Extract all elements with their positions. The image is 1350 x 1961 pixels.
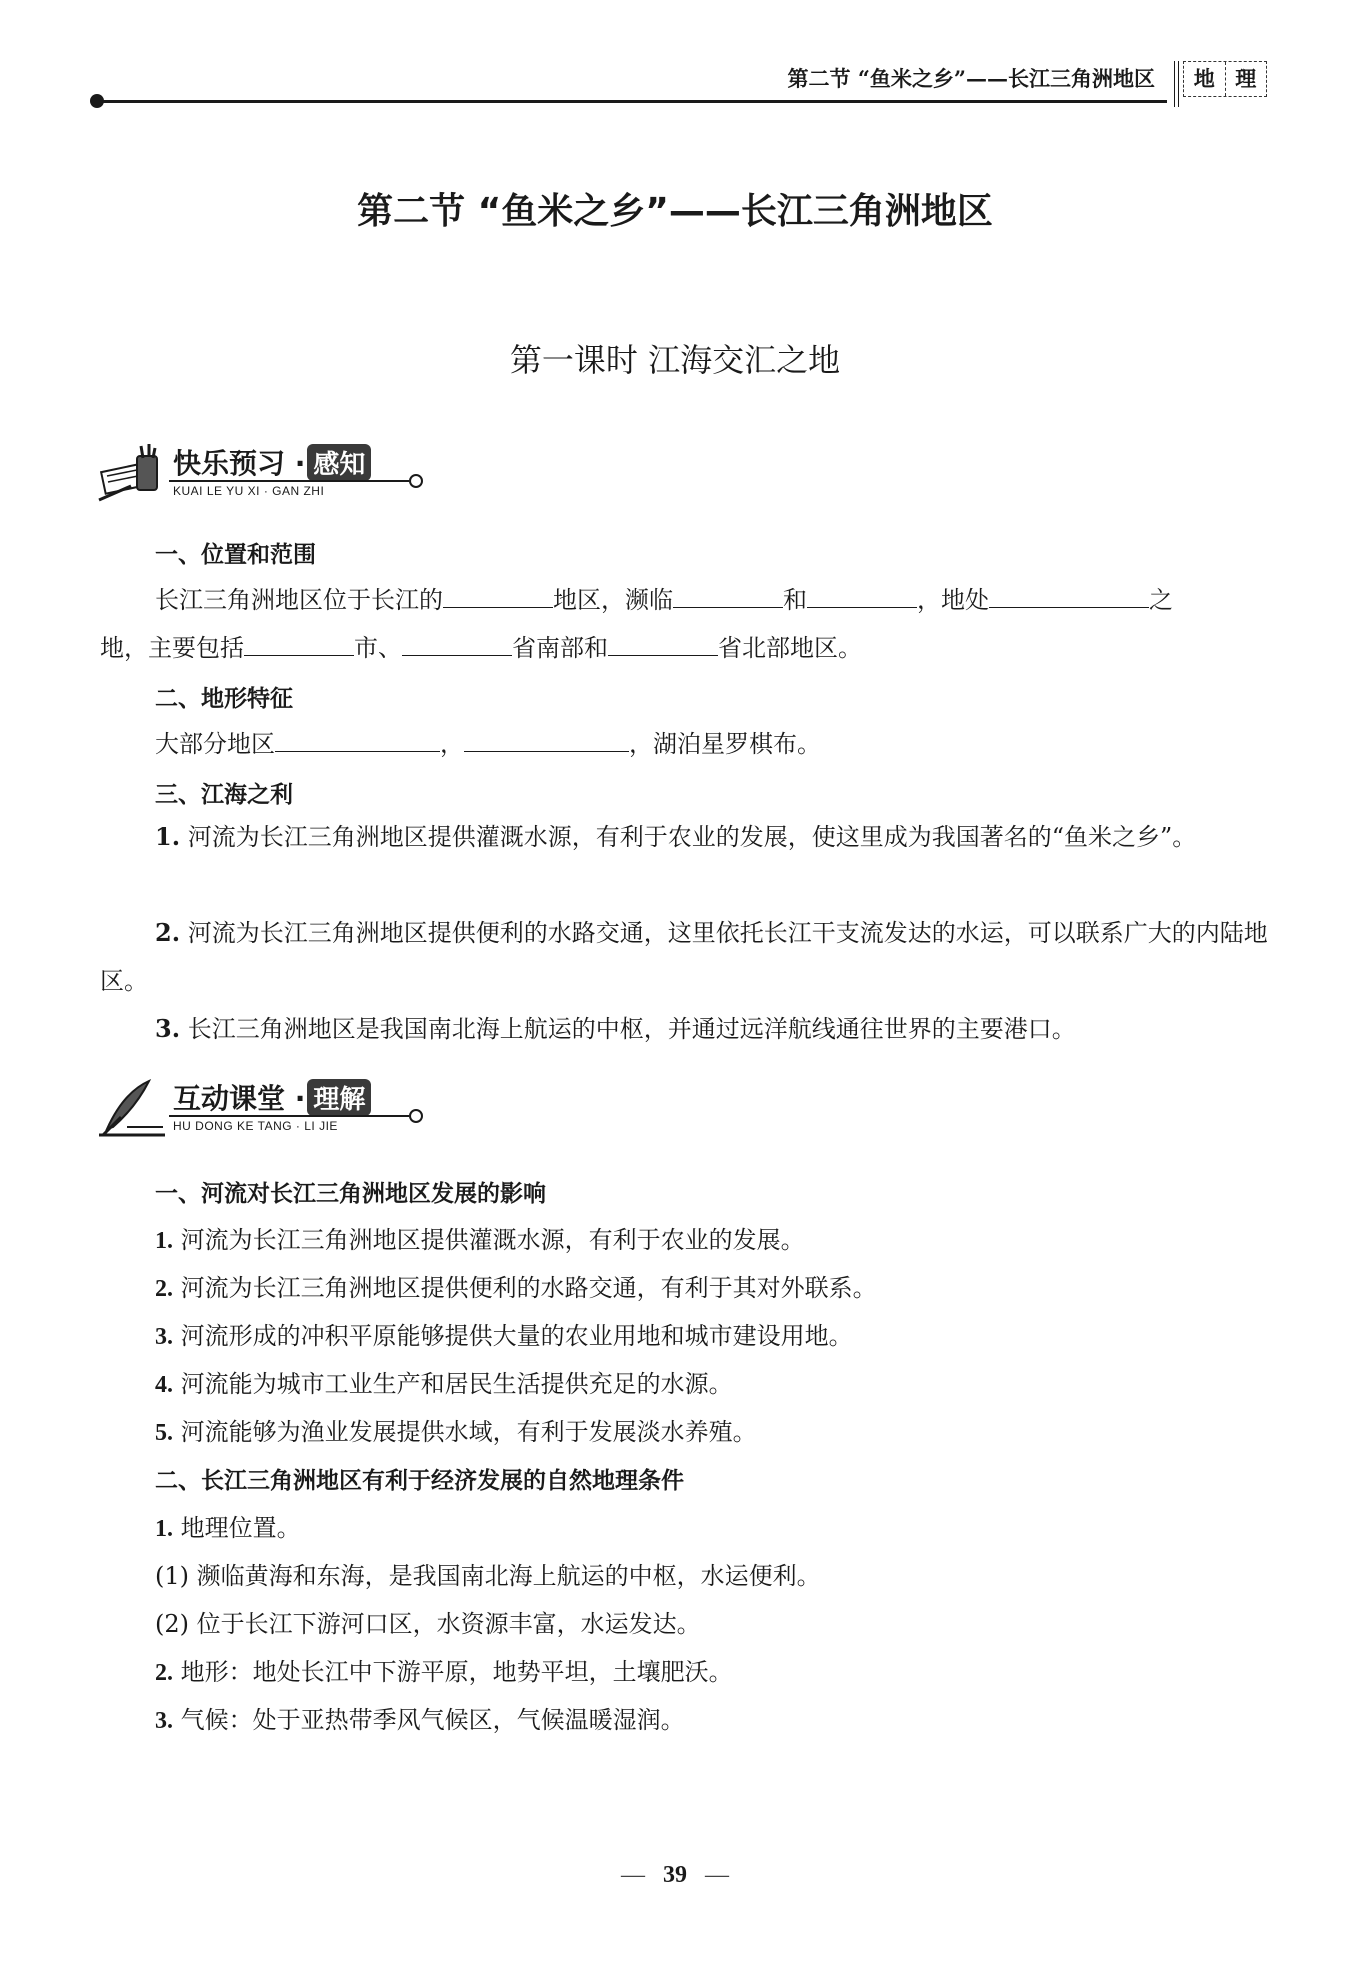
page-dash: —: [621, 1862, 645, 1888]
text-span: 地区，濒临: [553, 586, 673, 614]
item-text: 地形：地处长江中下游平原，地势平坦，土壤肥沃。: [180, 1658, 733, 1686]
fill-blank[interactable]: [275, 721, 440, 752]
item-text: 地理位置。: [180, 1514, 301, 1542]
preview-banner-text: 快乐预习 ·: [173, 447, 306, 480]
preview-banner: [97, 440, 427, 510]
preview-banner-pinyin: KUAI LE YU XI · GAN ZHI: [173, 484, 325, 498]
page-number-value: 39: [663, 1862, 687, 1888]
header-separator: [1174, 61, 1179, 107]
text-span: 和: [783, 586, 807, 614]
item-number: (2): [155, 1610, 189, 1638]
subject-char-1: 地: [1184, 62, 1226, 96]
class-item: [155, 1700, 685, 1735]
header-rule-dot: [90, 94, 104, 108]
preview-paragraph-3: [100, 720, 1270, 768]
class-item: [155, 1220, 805, 1255]
item-number: 1.: [155, 822, 181, 851]
item-text: 河流形成的冲积平原能够提供大量的农业用地和城市建设用地。: [180, 1322, 853, 1350]
subject-label: [1183, 61, 1267, 97]
class-banner-text: 互动课堂 ·: [173, 1082, 306, 1115]
item-text: 河流为长江三角洲地区提供便利的水路交通，这里依托长江干支流发达的水运，可以联系广大的内陆地区。: [100, 919, 1268, 995]
subject-char-2: 理: [1235, 67, 1257, 91]
lesson-title: 第一课时 江海交汇之地: [509, 341, 841, 379]
fill-blank[interactable]: [608, 625, 718, 656]
item-number: 2.: [155, 1660, 173, 1686]
item-number: (1): [155, 1562, 189, 1590]
preview-banner-tag: 感知: [307, 444, 371, 481]
page-dash: —: [705, 1862, 729, 1888]
item-number: 3.: [155, 1708, 173, 1734]
preview-item-3: [100, 1005, 1270, 1053]
text-span: ，湖泊星罗棋布。: [629, 730, 821, 758]
preview-heading-2: 二、地形特征: [155, 686, 293, 712]
item-text: 河流能够为渔业发展提供水域，有利于发展淡水养殖。: [180, 1418, 757, 1446]
item-number: 3.: [155, 1324, 173, 1350]
class-item: [155, 1364, 733, 1399]
page-number: [0, 1862, 1350, 1889]
class-item: [155, 1316, 853, 1351]
text-span: ，地处: [917, 586, 989, 614]
text-span: 地，主要包括: [100, 634, 244, 662]
item-number: 4.: [155, 1372, 173, 1398]
class-item: [155, 1268, 877, 1303]
preview-banner-circle: [409, 474, 423, 488]
class-banner-tag: 理解: [307, 1079, 371, 1116]
preview-heading-1: 一、位置和范围: [155, 542, 316, 568]
class-banner-rule: [169, 1115, 409, 1117]
running-header: [95, 55, 1275, 105]
text-span: 大部分地区: [155, 730, 275, 758]
text-span: 长江三角洲地区位于长江的: [155, 586, 443, 614]
class-subitem: [155, 1556, 821, 1591]
text-span: 市、: [354, 634, 402, 662]
item-number: 2.: [155, 1276, 173, 1302]
fill-blank[interactable]: [807, 577, 917, 608]
class-banner-pinyin: HU DONG KE TANG · LI JIE: [173, 1119, 338, 1133]
class-item: [155, 1508, 301, 1543]
item-text: 濒临黄海和东海，是我国南北海上航运的中枢，水运便利。: [196, 1562, 821, 1590]
text-span: 省北部地区。: [718, 634, 862, 662]
item-text: 气候：处于亚热带季风气候区，气候温暖湿润。: [180, 1706, 685, 1734]
class-heading-2: 二、长江三角洲地区有利于经济发展的自然地理条件: [155, 1468, 684, 1494]
preview-banner-title: [173, 442, 371, 482]
running-title: 第二节 “鱼米之乡”——长江三角洲地区: [787, 66, 1155, 91]
fill-blank[interactable]: [244, 625, 354, 656]
class-item: [155, 1412, 757, 1447]
item-text: 河流为长江三角洲地区提供便利的水路交通，有利于其对外联系。: [180, 1274, 877, 1302]
fill-blank[interactable]: [464, 721, 629, 752]
text-span: 省南部和: [512, 634, 608, 662]
header-rule: [95, 100, 1167, 103]
fill-blank[interactable]: [989, 577, 1149, 608]
preview-heading-3: 三、江海之利: [155, 782, 293, 808]
text-span: ，: [440, 730, 464, 758]
item-text: 河流能为城市工业生产和居民生活提供充足的水源。: [180, 1370, 733, 1398]
item-number: 3.: [155, 1014, 181, 1043]
fill-blank[interactable]: [402, 625, 512, 656]
class-item: [155, 1652, 733, 1687]
text-span: 之: [1149, 586, 1173, 614]
item-text: 河流为长江三角洲地区提供灌溉水源，有利于农业的发展。: [180, 1226, 805, 1254]
class-banner-title: [173, 1077, 371, 1117]
item-text: 长江三角洲地区是我国南北海上航运的中枢，并通过远洋航线通往世界的主要港口。: [187, 1015, 1076, 1043]
quill-pen-icon: [97, 1077, 167, 1137]
class-banner: [97, 1075, 427, 1145]
item-number: 1.: [155, 1228, 173, 1254]
fill-blank[interactable]: [673, 577, 783, 608]
item-number: 2.: [155, 918, 181, 947]
preview-item-2: [100, 909, 1270, 1005]
preview-paragraph-2: [100, 624, 1270, 672]
book-pencil-icon: [97, 442, 167, 502]
item-text: 位于长江下游河口区，水资源丰富，水运发达。: [196, 1610, 701, 1638]
item-text: 河流为长江三角洲地区提供灌溉水源，有利于农业的发展，使这里成为我国著名的“鱼米之乡”。: [187, 823, 1197, 851]
section-title: 第二节 “鱼米之乡”——长江三角洲地区: [357, 191, 993, 232]
class-subitem: [155, 1604, 701, 1639]
preview-paragraph-1: [100, 576, 1270, 624]
class-banner-circle: [409, 1109, 423, 1123]
fill-blank[interactable]: [443, 577, 553, 608]
item-number: 1.: [155, 1516, 173, 1542]
preview-item-1: [100, 813, 1270, 861]
preview-banner-rule: [169, 480, 409, 482]
item-number: 5.: [155, 1420, 173, 1446]
class-heading-1: 一、河流对长江三角洲地区发展的影响: [155, 1181, 546, 1207]
